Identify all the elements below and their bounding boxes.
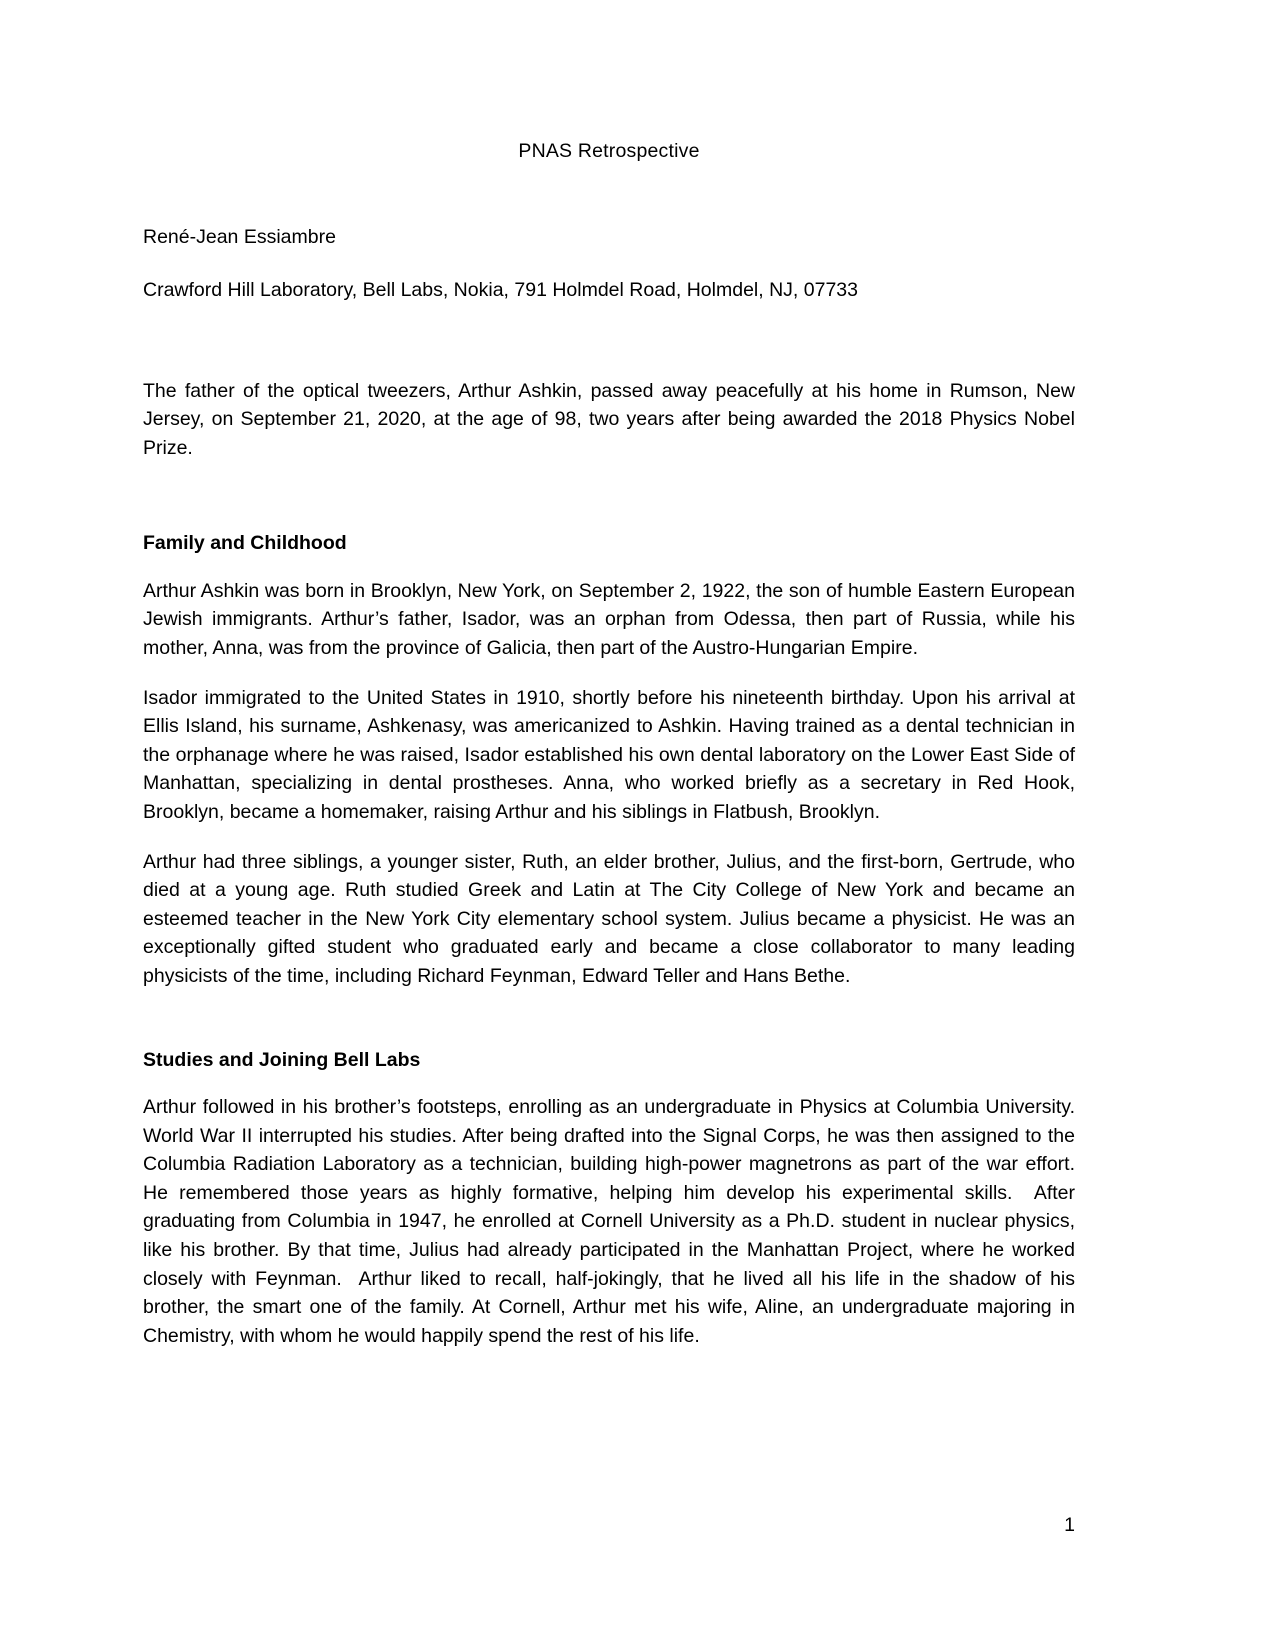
page-content [143,0,1086,1350]
section-studies-and-joining-bell-labs [143,1048,1086,1351]
author-name: René-Jean Essiambre [143,225,336,248]
paragraph: Arthur Ashkin was born in Brooklyn, New York, on September 2, 1922, the son of humble Eastern European Jewish immigrants. Arthur’s father, Isador, was an orphan from Odessa, then part of Russia, while his mother, Anna, was from the province of Galicia, then part of the Austro-Hungarian Empire. [143,579,1081,659]
lead-paragraph: The father of the optical tweezers, Arthur Ashkin, passed away peacefully at his home in Rumson, New Jersey, on September 21, 2020, at the age of 98, two years after being awarded the 2018 Physics Nobel Prize. [143,379,1081,459]
author-block [143,162,1075,301]
section-body-studies-and-joining-bell-labs [143,1093,1086,1350]
author-affiliation: Crawford Hill Laboratory, Bell Labs, Nokia, 791 Holmdel Road, Holmdel, NJ, 07733 [143,279,858,301]
section-family-and-childhood [143,532,1081,990]
page-number: 1 [1064,1514,1075,1536]
paragraph: Isador immigrated to the United States in 1910, shortly before his nineteenth birthday. Upon his arrival at Ellis Island, his surname, Ashkenasy, was americanized to Ashkin. Having trained as a dental technician in the orphanage where he was raised, Isador established his own dental laboratory on the Lower East Side of Manhattan, specializing in dental prostheses. Anna, who worked briefly as a secretary in Red Hook, Brooklyn, became a homemaker, raising Arthur and his siblings in Flatbush, Brooklyn. [143,686,1081,823]
paragraph: Arthur had three siblings, a younger sister, Ruth, an elder brother, Julius, and the first-born, Gertrude, who died at a young age. Ruth studied Greek and Latin at The City College of New York and became an esteemed teacher in the New York City elementary school system. Julius became a physicist. He was an exceptionally gifted student who graduated early and became a close collaborator to many leading physicists of the time, including Richard Feynman, Edward Teller and Hans Bethe. [143,850,1081,987]
paragraph: Arthur followed in his brother’s footsteps, enrolling as an undergraduate in Physics at Columbia University. World War II interrupted his studies. After being drafted into the Signal Corps, he was then assigned to the Columbia Radiation Laboratory as a technician, building high-power magnetrons as part of the war effort. He remembered those years as highly formative, helping him develop his experimental skills. After graduating from Columbia in 1947, he enrolled at Cornell University as a Ph.D. student in nuclear physics, like his brother. By that time, Julius had already participated in the Manhattan Project, where he worked closely with Feynman. Arthur liked to recall, half-jokingly, that he lived all his life in the shadow of his brother, the smart one of the family. At Cornell, Arthur met his wife, Aline, an undergraduate majoring in Chemistry, with whom he would happily spend the rest of his life. [143,1096,1086,1347]
section-body-family-and-childhood [143,577,1081,991]
section-heading-studies-and-joining-bell-labs: Studies and Joining Bell Labs [143,1048,421,1071]
section-heading-family-and-childhood: Family and Childhood [143,532,347,555]
running-head: PNAS Retrospective [518,140,700,162]
